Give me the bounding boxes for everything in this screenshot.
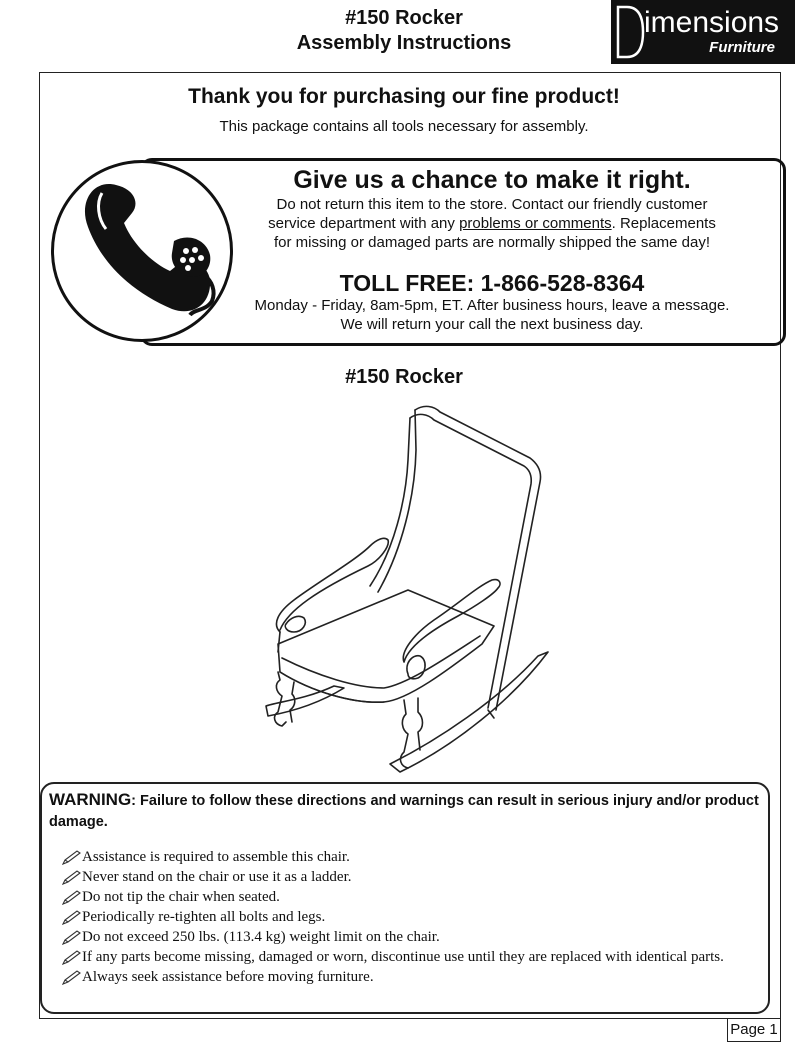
warning-label: WARNING	[49, 790, 132, 809]
pencil-icon	[62, 970, 81, 985]
callout-line-2	[222, 214, 762, 233]
rocker-chair-illustration	[258, 400, 558, 775]
business-hours	[222, 296, 762, 334]
pencil-icon	[62, 930, 81, 945]
warning-item-text: Do not tip the chair when seated.	[82, 889, 280, 905]
list-item	[62, 967, 742, 987]
telephone-handset-icon	[54, 163, 230, 339]
callout-line-1: Do not return this item to the store. Contact our friendly customer	[276, 196, 708, 213]
dimensions-furniture-logo	[611, 0, 795, 64]
list-item	[62, 867, 742, 887]
warning-list	[62, 847, 742, 987]
list-item	[62, 887, 742, 907]
thank-you-heading: Thank you for purchasing our fine product!	[188, 85, 620, 108]
warning-item-text: Periodically re-tighten all bolts and legs.	[82, 909, 326, 925]
toll-free-number: TOLL FREE: 1-866-528-8364	[339, 270, 645, 296]
list-item	[62, 907, 742, 927]
warning-heading	[49, 789, 759, 833]
warning-item-text: Always seek assistance before moving furniture.	[82, 969, 374, 985]
callout-line-2-start: service department with any	[268, 215, 460, 232]
product-title: #150 Rocker	[345, 366, 463, 388]
callout-body	[222, 195, 762, 252]
warning-item-text: If any parts become missing, damaged or worn, discontinue use until they are replaced with identical parts.	[82, 949, 724, 965]
pencil-icon	[62, 910, 81, 925]
problems-comments-link[interactable]: problems or comments	[459, 215, 612, 232]
page-number-tab: Page 1	[727, 1018, 781, 1042]
title-line-2: Assembly Instructions	[296, 32, 512, 54]
list-item	[62, 947, 742, 967]
hours-line-1: Monday - Friday, 8am-5pm, ET. After business hours, leave a message.	[254, 297, 730, 314]
warning-item-text: Do not exceed 250 lbs. (113.4 kg) weight limit on the chair.	[82, 929, 440, 945]
logo-subtitle: Furniture	[709, 39, 775, 56]
phone-badge	[51, 160, 233, 342]
pencil-icon	[62, 890, 81, 905]
callout-heading: Give us a chance to make it right.	[293, 166, 691, 194]
warning-text: : Failure to follow these directions and warnings can result in serious injury and/or product damage.	[49, 793, 759, 830]
logo-d-letter-icon	[615, 4, 645, 60]
tools-note: This package contains all tools necessary for assembly.	[219, 118, 589, 135]
logo-brand-text: imensions	[644, 6, 780, 39]
list-item	[62, 847, 742, 867]
callout-line-2-end: . Replacements	[611, 215, 716, 232]
hours-line-2: We will return your call the next business day.	[340, 316, 644, 333]
callout-line-3: for missing or damaged parts are normally shipped the same day!	[273, 234, 711, 251]
pencil-icon	[62, 850, 81, 865]
pencil-icon	[62, 870, 81, 885]
list-item	[62, 927, 742, 947]
pencil-icon	[62, 950, 81, 965]
warning-item-text: Assistance is required to assemble this chair.	[82, 849, 350, 865]
warning-item-text: Never stand on the chair or use it as a ladder.	[82, 869, 352, 885]
title-line-1: #150 Rocker	[345, 7, 463, 29]
